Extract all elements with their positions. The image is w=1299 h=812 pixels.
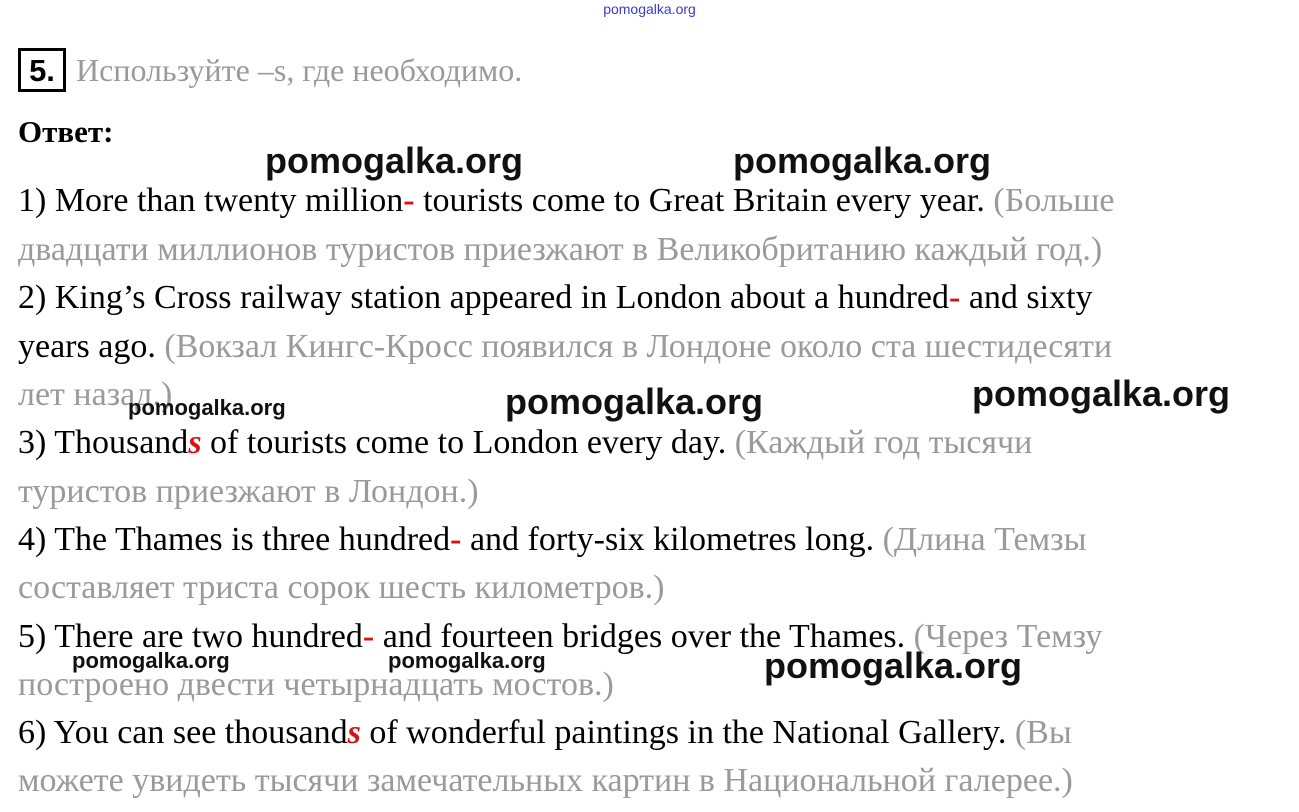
sentence-6-translation-start: (Вы	[1014, 714, 1072, 751]
sentence-2-line-1	[18, 278, 1093, 318]
sentence-1-text-b: tourists come to Great Britain every year.	[414, 182, 994, 219]
sentence-5-translation-start: (Через Темзу	[913, 618, 1103, 655]
sentence-5-line-2: построено двести четырнадцать мостов.)	[18, 666, 614, 703]
sentence-2-mark: -	[949, 279, 961, 316]
sentence-1-mark: -	[403, 182, 415, 219]
sentence-3-mark: s	[188, 424, 202, 461]
sentence-2-text-a: 2) King’s Cross railway station appeared in London about a hundred	[18, 279, 950, 316]
sentence-3-translation-start: (Каждый год тысячи	[734, 424, 1033, 461]
sentence-1-line-2: двадцати миллионов туристов приезжают в Великобританию каждый год.)	[18, 231, 1103, 268]
sentence-3-line-1	[18, 423, 1032, 463]
watermark: pomogalka.org	[764, 645, 1023, 686]
sentence-5-text-b: and fourteen bridges over the Thames.	[374, 618, 914, 655]
sentence-4-line-2: составляет триста сорок шесть километров.)	[18, 569, 665, 606]
sentence-5-text-a: 5) There are two hundred	[18, 618, 363, 655]
sentence-2-text-b: and sixty	[960, 279, 1093, 316]
site-link[interactable]: pomogalka.org	[603, 1, 696, 17]
sentence-4-line-1	[18, 520, 1086, 560]
watermark: pomogalka.org	[972, 373, 1231, 414]
sentence-3-text-b: of tourists come to London every day.	[201, 424, 735, 461]
sentence-3-line-2: туристов приезжают в Лондон.)	[18, 473, 479, 510]
task-instruction: Используйте –s, где необходимо.	[76, 51, 523, 88]
sentence-2-line-3: лет назад.)	[18, 376, 173, 413]
watermark: pomogalka.org	[388, 648, 546, 673]
sentence-4-translation-start: (Длина Темзы	[882, 521, 1087, 558]
task-header	[18, 48, 522, 92]
sentence-1-text-a: 1) More than twenty million	[18, 182, 404, 219]
sentence-2-text-c: years ago.	[18, 328, 165, 365]
watermark: pomogalka.org	[265, 140, 524, 181]
watermark: pomogalka.org	[72, 648, 230, 673]
sentence-5-mark: -	[362, 618, 375, 655]
sentence-6-mark: s	[347, 714, 361, 751]
sentence-4-text-b: and forty-six kilometres long.	[461, 521, 883, 558]
sentence-3-text-a: 3) Thousand	[18, 424, 189, 461]
sentence-2-line-2	[18, 327, 1112, 367]
sentence-2-translation: (Вокзал Кингс-Кросс появился в Лондоне около ста шестидесяти	[164, 328, 1113, 365]
sentence-6-text-a: 6) You can see thousand	[18, 714, 348, 751]
sentence-1-line-1	[18, 181, 1115, 221]
sentence-1-translation-start: (Больше	[993, 182, 1115, 219]
watermark: pomogalka.org	[733, 140, 992, 181]
sentence-4-text-a: 4) The Thames is three hundred	[18, 521, 451, 558]
task-number: 5.	[18, 48, 66, 92]
sentence-6-line-2: можете увидеть тысячи замечательных картин в Национальной галерее.)	[18, 762, 1073, 799]
sentence-4-mark: -	[450, 521, 462, 558]
watermark: pomogalka.org	[128, 395, 286, 420]
answer-label: Ответ:	[18, 114, 114, 149]
watermark: pomogalka.org	[505, 381, 764, 422]
sentence-6-line-1	[18, 713, 1072, 753]
sentence-6-text-b: of wonderful paintings in the National Gallery.	[360, 714, 1015, 751]
